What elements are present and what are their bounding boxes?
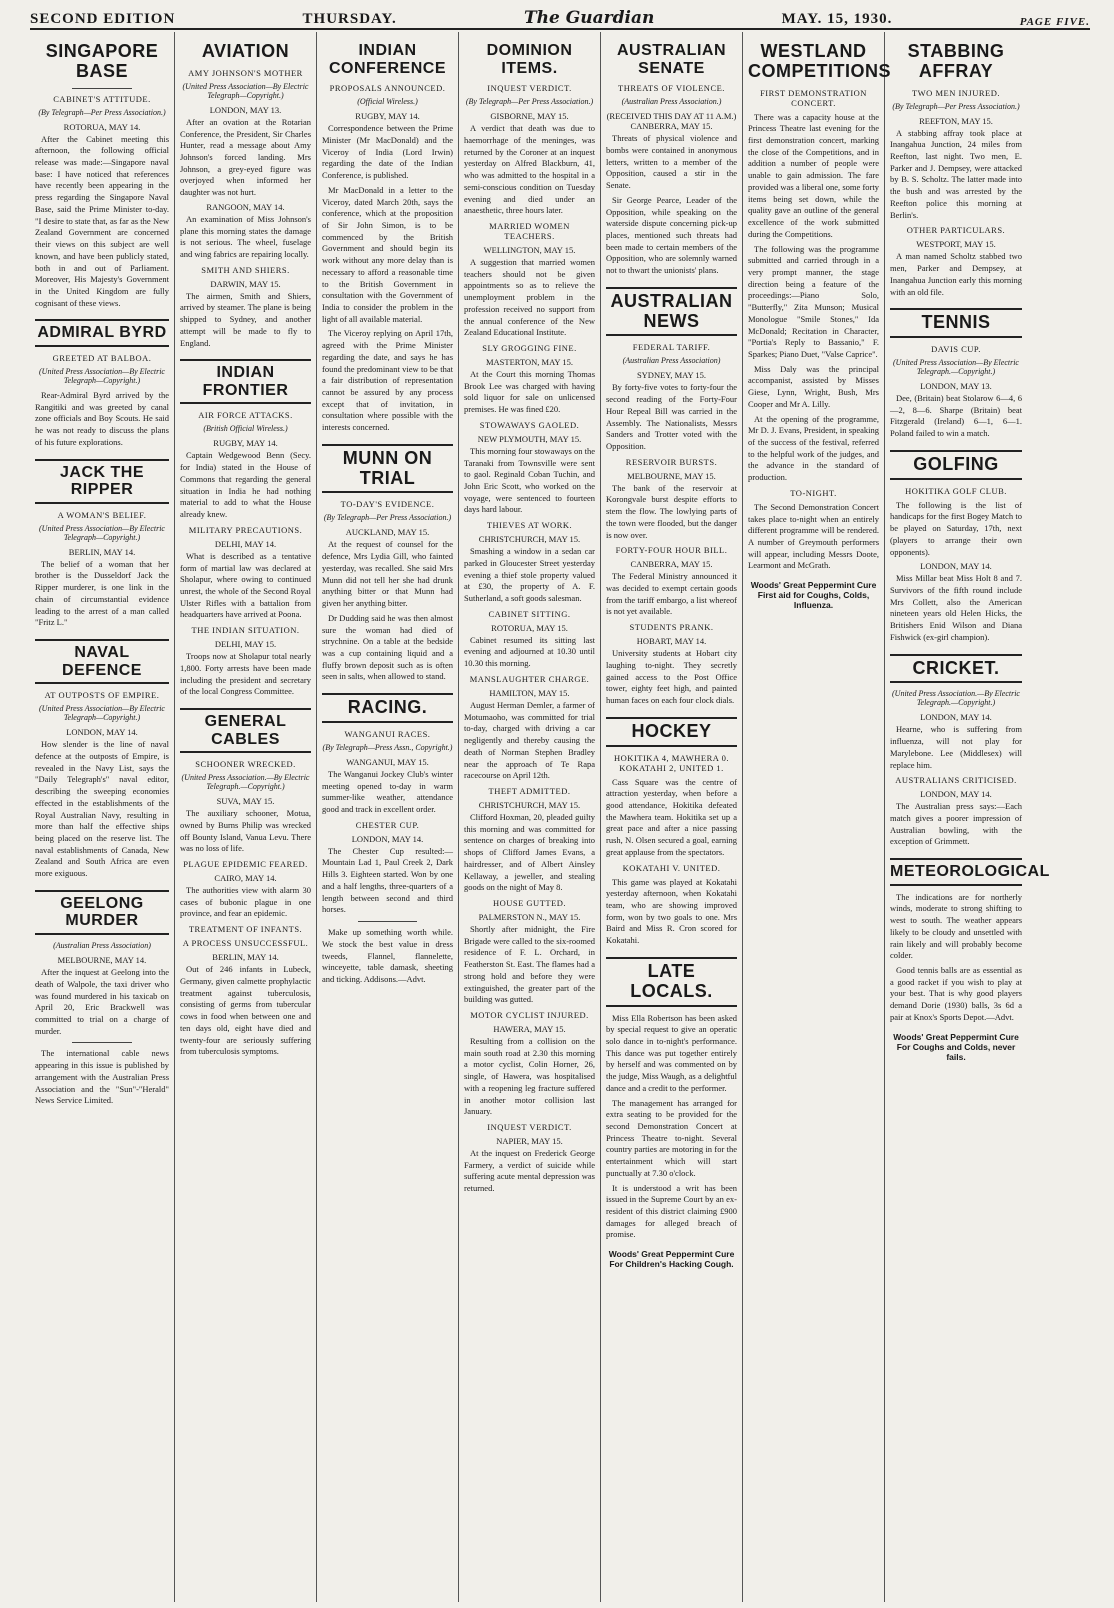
article-paragraph: Mr MacDonald in a letter to the Viceroy, dated March 20th, says the conference, which at the proposition of Sir John Simon, is to be commenced by the British Government and should begin its work without any more delay than is necessary to afford a reasonable time to the British Government in consultation with the Government of India to consider the problem in the light of all available material. bbox=[322, 184, 453, 324]
subhead: HOKITIKA GOLF CLUB. bbox=[905, 485, 1007, 496]
article-paragraph: The Federal Ministry announced it was decided to exempt certain goods from the tariff embargo, a list whereof is not yet available. bbox=[606, 571, 737, 617]
source-line: (Australian Press Association) bbox=[53, 941, 151, 951]
advertisement: Woods' Great Peppermint Cure First aid for Coughs, Colds, Influenza. bbox=[750, 580, 877, 611]
dateline: ROTORUA, MAY 15. bbox=[491, 622, 568, 633]
article-paragraph: By forty-five votes to forty-four the second reading of the Forty-Four Hour Repeal Bill was carried in the Assembly. The Nationalists, Messrs Sanders and Trotter voted with the Opposition. bbox=[606, 382, 737, 451]
headline-hockey: HOCKEY bbox=[606, 717, 737, 747]
headline-dominion-items: DOMINION ITEMS. bbox=[486, 42, 573, 77]
article-paragraph: The following was the programme submitted and carried through in a very prompt manner, the stage direction being a feature of the proceedings:—Piano Solo, "Butterfly," Zita Munson; Musical Monologue "Smile Stones," Ida McDonald; Recitation in Character, "Portia's Reply to Bassanio," F. Sparkes; Piano Duet, "Valse Caprice". bbox=[748, 243, 879, 359]
subhead: MARRIED WOMEN TEACHERS. bbox=[489, 220, 570, 241]
headline-singapore-base: SINGAPORE BASE bbox=[45, 41, 159, 81]
source-line: (United Press Association—By Electric Telegraph—Copyright.) bbox=[39, 704, 165, 723]
headline-tennis: TENNIS bbox=[890, 308, 1022, 338]
article-paragraph: Miss Daly was the principal accompanist, assisted by Misses Giese, Lynn, Wright, Bush, Mrs Cooper and Mr A. Lilly. bbox=[748, 363, 879, 409]
article-paragraph: University students at Hobart city laughing to-night. They secretly gained access to the Post Office tower, eighty feet high, and painted human faces on each four clock dials. bbox=[606, 648, 737, 706]
subhead: AIR FORCE ATTACKS. bbox=[198, 410, 293, 421]
article-paragraph: Dee, (Britain) beat Stolarow 6—4, 6—2, 8—6. Sharpe (Britain) beat Fitzgerald (Ireland) 6—1, 6—1. Poland failed to win a match. bbox=[890, 393, 1022, 439]
subhead: SCHOONER WRECKED. bbox=[195, 759, 296, 770]
headline-geelong-murder: GEELONG MURDER bbox=[35, 890, 169, 935]
article-paragraph: An examination of Miss Johnson's plane this morning states the damage is not serious. The wheel, fuselage and wing fabrics are repairing locally. bbox=[180, 213, 311, 259]
article-paragraph: Correspondence between the Prime Minister (Mr MacDonald) and the Viceroy of India (Lord Irwin) regarding the date of the Indian Conference, is published. bbox=[322, 123, 453, 181]
divider bbox=[72, 88, 132, 89]
dateline: BERLIN, MAY 14. bbox=[68, 546, 136, 557]
advertisement: Good tennis balls are as essential as a good racket if you wish to play at your best. That is why good players demand Dorie (1930) balls, 3s 6d a pair at Knox's Sports Depot.—Advt. bbox=[890, 965, 1022, 1022]
source-line: (United Press Association.—By Electric Telegraph.—Copyright.) bbox=[181, 773, 310, 792]
article-paragraph: A man named Scholtz stabbed two men, Parker and Dempsey, at Inangahua Junction early this morning with an old file. bbox=[890, 251, 1022, 297]
dateline: WESTPORT, MAY 15. bbox=[916, 239, 996, 250]
dateline: CHRISTCHURCH, MAY 15. bbox=[478, 534, 581, 545]
edition-label: SECOND EDITION bbox=[30, 11, 176, 27]
dateline: HAMILTON, MAY 15. bbox=[489, 687, 570, 698]
dateline: (RECEIVED THIS DAY AT 11 A.M.) CANBERRA, MAY 15. bbox=[606, 111, 737, 132]
dateline: GISBORNE, MAY 15. bbox=[490, 111, 569, 122]
article-paragraph: The authorities view with alarm 30 cases of bubonic plague in one province, and fear an epidemic. bbox=[180, 885, 311, 919]
article-paragraph: Dr Dudding said he was then almost sure the woman had died of strychnine. On a table at the bedside was a cup containing liquid and a fluffy brown deposit such as is often seen in salts, when allowed to stand. bbox=[322, 612, 453, 682]
dateline: WELLINGTON, MAY 15. bbox=[483, 244, 576, 255]
subhead: MILITARY PRECAUTIONS. bbox=[188, 524, 303, 535]
date-label: MAY. 15, 1930. bbox=[781, 11, 893, 27]
subhead: STUDENTS PRANK. bbox=[629, 622, 714, 633]
subhead: INQUEST VERDICT. bbox=[487, 83, 572, 94]
subhead: RESERVOIR BURSTS. bbox=[625, 456, 718, 467]
article-paragraph: The auxiliary schooner, Motua, owned by Burns Philip was wrecked off Bounty Island, Vanua Levu. There was no loss of life. bbox=[180, 808, 311, 854]
subhead: THE INDIAN SITUATION. bbox=[191, 625, 300, 636]
article-paragraph: Hearne, who is suffering from influenza, will not play for Marylebone. Lee (Middlesex) will replace him. bbox=[890, 724, 1022, 770]
subhead: TWO MEN INJURED. bbox=[911, 87, 1001, 98]
divider bbox=[358, 921, 417, 922]
subhead: AMY JOHNSON'S MOTHER bbox=[188, 67, 303, 78]
dateline: HOBART, MAY 14. bbox=[636, 636, 707, 647]
subhead: TO-DAY'S EVIDENCE. bbox=[340, 499, 435, 510]
article-paragraph: Miss Ella Robertson has been asked by special request to give an operatic solo dance in to-night's performance. This dance was put together entirely by herself and was commented on by the judge, Miss Waugh, as a delightful dance and a credit to the performer. bbox=[606, 1012, 737, 1093]
article-paragraph: A stabbing affray took place at Inangahua Junction, 24 miles from Reefton, last night. Two men, E. Parker and J. Dempsey, were attacked by B. S. Scholtz. The latter made into the bush and was arrested by the Reefton police this morning at Berlin's. bbox=[890, 127, 1022, 220]
article-paragraph: Troops now at Sholapur total nearly 1,800. Forty arrests have been made including the president and secretary of the local Congress Committee. bbox=[180, 651, 311, 697]
article-paragraph: The Australian press says:—Each match gives a poorer impression of Australian bowling, with the exception of Grimmett. bbox=[890, 801, 1022, 847]
article-paragraph: Sir George Pearce, Leader of the Opposition, while speaking on the waterside dispute concerning pick-up places, mentioned such threats had been made to certain members of the Opposition, who are solemnly warned not to thwart the unionists' plans. bbox=[606, 194, 737, 276]
article-paragraph: Smashing a window in a sedan car parked in Gloucester Street yesterday evening a thief stole property valued at £30, the property of A. F. Sutherland, a soft goods salesman. bbox=[464, 546, 595, 604]
article-paragraph: After an ovation at the Rotarian Conference, the President, Sir Charles Hunter, read a message about Amy Johnson's forced landing. Mrs Johnson, a grey-eyed figure was overjoyed when informed her daughter was not hurt. bbox=[180, 116, 311, 198]
source-line: (United Press Association.—By Electric Telegraph.—Copyright.) bbox=[892, 689, 1020, 708]
dateline: AUCKLAND, MAY 15. bbox=[345, 527, 430, 538]
article-paragraph: Out of 246 infants in Lubeck, Germany, given calmette prophylactic treatment against tuberculosis, consisting of germs from tubercular cows in food when between one and ten days old, eight have died and twenty-four are seriously suffering from tuberculosis symptoms. bbox=[180, 964, 311, 1057]
subhead: INQUEST VERDICT. bbox=[487, 1122, 572, 1133]
dateline: DELHI, MAY 15. bbox=[214, 639, 277, 650]
dateline: MELBOURNE, MAY 14. bbox=[57, 955, 147, 966]
column-7 bbox=[885, 32, 1050, 1602]
article-paragraph: How slender is the line of naval defence at the outposts of Empire, is revealed in the Navy List, says the "Daily Telegraph's" naval editor, describing the sweeping economies effected in the establishments of the Royal Australian Navy, resulting in more than half the effective ships being placed on the reserve list. The naval establishments of Canada, New Zealand and South Africa are even more exiguous. bbox=[35, 739, 169, 879]
article-paragraph: The Viceroy replying on April 17th, agreed with the Prime Minister regarding the date, and says he has found the predominant view to be that a fair distribution of representation cannot be assured by any process except that of invitation, in consultation where possible with the interests concerned. bbox=[322, 328, 453, 433]
article-paragraph: Clifford Hoxman, 20, pleaded guilty this morning and was committed for sentence on charges of breaking into shops of Clifford James Evans, a hairdresser, and of Albert Ainsley Kellaway, a jeweller, and stealing goods on the night of May 8. bbox=[464, 811, 595, 893]
article-paragraph: Rear-Admiral Byrd arrived by the Rangitiki and was greeted by canal zone officials and Boy Scouts. He said he was not ready to discuss the plans of his future explorations. bbox=[35, 389, 169, 447]
subhead: THEFT ADMITTED. bbox=[488, 785, 571, 796]
dateline: LONDON, MAY 14. bbox=[66, 727, 138, 738]
column-5 bbox=[601, 32, 743, 1602]
source-line: (By Telegraph—Per Press Association.) bbox=[38, 107, 166, 117]
subhead: KOKATAHI V. UNITED. bbox=[622, 862, 721, 873]
headline-aviation: AVIATION bbox=[201, 41, 290, 61]
article-paragraph: After the Cabinet meeting this afternoon, the following official release was made:—Singapore naval base: I have noticed that references have recently been appearing in the press regarding the Singapore Naval Base, said the Prime Minister to-day. "I desire to state that, as far as the New Zealand Government are concerned their views on this subject are well known, and have been publicly stated, both in and out of Parliament. Moreover, His Majesty's Government in the United Kingdom are fully cognisant of these views. bbox=[35, 133, 169, 308]
source-line: (Official Wireless.) bbox=[357, 97, 418, 107]
article-paragraph: There was a capacity house at the Princess Theatre last evening for the first demonstration concert, marking the close of the Competitions, and in addition a number of people were unable to gain admission. The fare provided was a liberal one, some forty items being set down, while the quality gave an outline of the general excellence of the work submitted during the Competitions. bbox=[748, 111, 879, 239]
subhead: THREATS OF VIOLENCE. bbox=[618, 83, 725, 94]
subhead: HOKITIKA 4, MAWHERA 0. KOKATAHI 2, UNITED 1. bbox=[614, 752, 729, 773]
subhead: STOWAWAYS GAOLED. bbox=[479, 419, 580, 430]
headline-racing: RACING. bbox=[322, 693, 453, 723]
dateline: CHRISTCHURCH, MAY 15. bbox=[478, 799, 581, 810]
source-line: (United Press Association—By Electric Telegraph.—Copyright.) bbox=[893, 358, 1019, 377]
subhead: HOUSE GUTTED. bbox=[492, 897, 567, 908]
subhead: A PROCESS UNSUCCESSFUL. bbox=[182, 938, 309, 949]
article-paragraph: After the inquest at Geelong into the death of Walpole, the taxi driver who was found murdered in his taxicab on April 20, Eric Brackwell was committed to trial on a charge of murder. bbox=[35, 967, 169, 1036]
subhead: FEDERAL TARIFF. bbox=[632, 342, 711, 353]
dateline: LONDON, MAY 14. bbox=[920, 561, 992, 572]
article-paragraph: The bank of the reservoir at Korongvale burst despite efforts to stem the flow. The lowlying parts of the town were flooded, but the danger is now over. bbox=[606, 482, 737, 540]
article-paragraph: At the inquest on Frederick George Farmery, a verdict of suicide while suffering acute mental depression was returned. bbox=[464, 1148, 595, 1194]
subhead: AUSTRALIANS CRITICISED. bbox=[895, 775, 1017, 786]
subhead: AT OUTPOSTS OF EMPIRE. bbox=[44, 690, 160, 701]
dateline: LONDON, MAY 14. bbox=[920, 712, 992, 723]
headline-admiral-byrd: ADMIRAL BYRD bbox=[35, 319, 169, 347]
subhead: TREATMENT OF INFANTS. bbox=[188, 924, 303, 935]
dateline: NAPIER, MAY 15. bbox=[496, 1136, 563, 1147]
dateline: NEW PLYMOUTH, MAY 15. bbox=[477, 433, 582, 444]
subhead: FIRST DEMONSTRATION CONCERT. bbox=[760, 87, 867, 108]
source-line: (By Telegraph—Press Assn., Copyright.) bbox=[322, 742, 453, 752]
headline-jack-the-ripper: JACK THE RIPPER bbox=[35, 459, 169, 504]
subhead: GREETED AT BALBOA. bbox=[52, 352, 152, 363]
dateline: DELHI, MAY 14. bbox=[214, 538, 277, 549]
divider bbox=[72, 1042, 132, 1043]
subhead: THIEVES AT WORK. bbox=[486, 520, 573, 531]
dateline: REEFTON, MAY 15. bbox=[919, 115, 993, 126]
subhead: CHESTER CUP. bbox=[355, 819, 420, 830]
column-4 bbox=[459, 32, 601, 1602]
subhead: PLAGUE EPIDEMIC FEARED. bbox=[183, 859, 308, 870]
source-line: (By Telegraph—Per Press Association.) bbox=[465, 97, 594, 107]
column-1 bbox=[30, 32, 175, 1602]
subhead: OTHER PARTICULARS. bbox=[906, 225, 1006, 236]
advertisement: Make up something worth while. We stock the best value in dress tweeds, Flannel, flannelette, winceyette, table damask, sheeting and ticking. Addisons.—Advt. bbox=[322, 927, 453, 984]
headline-indian-conference: INDIAN CONFERENCE bbox=[328, 42, 446, 77]
headline-naval-defence: NAVAL DEFENCE bbox=[35, 639, 169, 684]
dateline: MASTERTON, MAY 15. bbox=[485, 356, 574, 367]
subhead: MANSLAUGHTER CHARGE. bbox=[469, 673, 590, 684]
columns bbox=[30, 32, 1094, 1602]
article-paragraph: Cabinet resumed its sitting last evening and adjourned at 10.30 until 10.30 this morning. bbox=[464, 634, 595, 669]
dateline: PALMERSTON N., MAY 15. bbox=[478, 911, 581, 922]
column-6 bbox=[743, 32, 892, 1602]
headline-golfing: GOLFING bbox=[890, 450, 1022, 480]
dateline: WANGANUI, MAY 15. bbox=[346, 756, 429, 767]
source-line: (United Press Association—By Electric Telegraph—Copyright.) bbox=[182, 81, 309, 100]
advertisement: Woods' Great Peppermint Cure For Children's Hacking Cough. bbox=[608, 1249, 735, 1270]
source-line: (United Press Association—By Electric Telegraph—Copyright.) bbox=[39, 366, 165, 385]
article-paragraph: What is described as a tentative form of martial law was declared at Sholapur, where owing to continued unrest, the whole of the Second Royal Ulster Rifles with a battalion from headquarters have arrived at Poona. bbox=[180, 550, 311, 620]
subhead: A WOMAN'S BELIEF. bbox=[57, 509, 147, 520]
headline-munn-on-trial: MUNN ON TRIAL bbox=[322, 444, 453, 494]
dateline: RANGOON, MAY 14. bbox=[206, 201, 285, 212]
article-paragraph: Shortly after midnight, the Fire Brigade were called to the six-roomed residence of F. L. Orchard, in Featherston St. East. The flames had a strong hold and before they were extinguished, the greater part of the building was gutted. bbox=[464, 923, 595, 1005]
article-paragraph: A suggestion that married women teachers should not be given appointments so as to relieve the unemployment problem in the profession received no support from the annual conference of the New Zealand Educational Institute. bbox=[464, 256, 595, 338]
article-paragraph: A verdict that death was due to haemorrhage of the meninges, was returned by the Coroner at an inquest yesterday on Alfred Blackburn, 41, who was admitted to the hospital in a semi-conscious condition on Tuesday evening and died under an anaesthetic, three hours later. bbox=[464, 123, 595, 216]
dateline: LONDON, MAY 13. bbox=[920, 381, 992, 392]
article-paragraph: The Chester Cup resulted:—Mountain Lad 1, Paul Creek 2, Dark Hills 3. Eighteen started. Won by one and a half lengths, three-quarters of a length between second and third horses. bbox=[322, 845, 453, 915]
subhead: DAVIS CUP. bbox=[931, 344, 981, 355]
column-2 bbox=[175, 32, 317, 1602]
dateline: CANBERRA, MAY 15. bbox=[630, 559, 713, 570]
article-paragraph: August Herman Demler, a farmer of Motumaoho, was committed for trial to-day, charged with driving a car negligently and thereby causing the death of Norman Stephen Bradley near the approach of Te Rapa racecourse on April 12th. bbox=[464, 699, 595, 781]
article-paragraph: Threats of physical violence and bombs were contained in anonymous letters, written to a member of the Opposition, caused a stir in the Senate. bbox=[606, 133, 737, 191]
dateline: LONDON, MAY 14. bbox=[920, 789, 992, 800]
article-paragraph: The following is the list of handicaps for the first Bogey Match to be played on Saturday, 17th, next (players to arrange their own opponents). bbox=[890, 499, 1022, 557]
dateline: MELBOURNE, MAY 15. bbox=[627, 470, 716, 481]
article-paragraph: Resulting from a collision on the main south road at 2.30 this morning a motor cyclist, Colin Horner, 26, single, of Hawera, was hospitalised with a reopening leg fracture suffered in another motor collision last January. bbox=[464, 1036, 595, 1117]
headline-cricket: CRICKET. bbox=[890, 654, 1022, 684]
source-line: (British Official Wireless.) bbox=[203, 424, 288, 434]
dateline: RUGBY, MAY 14. bbox=[213, 438, 278, 449]
source-line: (By Telegraph—Per Press Association.) bbox=[323, 513, 452, 523]
article-paragraph: The management has arranged for extra seating to be provided for the second Demonstration Concert at Princess Theatre to-night. Several country parties are motoring in for the entertainment which will start punctually at 7.30 o'clock. bbox=[606, 1097, 737, 1178]
article-paragraph: This game was played at Kokatahi yesterday afternoon, when Kokatahi team, who are showing improved form, won by two goals to one. Mrs Baird and Miss R. Cron scored for Kokatahi. bbox=[606, 876, 737, 946]
subhead: WANGANUI RACES. bbox=[344, 728, 431, 739]
day-label: THURSDAY. bbox=[302, 11, 397, 27]
advertisement: Woods' Great Peppermint Cure For Coughs and Colds, never fails. bbox=[893, 1031, 1019, 1062]
article-paragraph: The Wanganui Jockey Club's winter meeting opened to-day in warm summer-like weather, attendance good and track in excellent order. bbox=[322, 768, 453, 815]
subhead: SMITH AND SHIERS. bbox=[201, 264, 290, 275]
source-line: (Australian Press Association.) bbox=[621, 97, 722, 107]
page-label: PAGE FIVE. bbox=[1019, 16, 1090, 28]
source-line: (United Press Association—By Electric Telegraph—Copyright.) bbox=[39, 523, 165, 542]
subhead: CABINET SITTING. bbox=[488, 608, 571, 619]
article-paragraph: Cass Square was the centre of attraction yesterday, when before a good attendance, Hokitika defeated the Mawhera team. Hokitika set up a great pace and after a nice passing rush, N. Olsen secured a goal, earning great applause from the spectators. bbox=[606, 776, 737, 857]
article-paragraph: It is understood a writ has been issued in the Supreme Court by an ex-resident of this district claiming £900 damages for alleged breach of promise. bbox=[606, 1182, 737, 1240]
dateline: DARWIN, MAY 15. bbox=[210, 278, 281, 289]
subhead: FORTY-FOUR HOUR BILL. bbox=[615, 545, 728, 556]
headline-australian-news: AUSTRALIAN NEWS bbox=[606, 287, 737, 337]
subhead: PROPOSALS ANNOUNCED. bbox=[329, 83, 446, 94]
article-paragraph: The indications are for northerly winds, moderate to strong shifting to west to south. The weather appears likely to be cloudy and unsettled with rain likely and will probably become colder. bbox=[890, 891, 1022, 961]
article-paragraph: The belief of a woman that her brother is the Dusseldorf Jack the Ripper murderer, is one link in the chain of circumstantial evidence leading to the arrest of a man called "Fritz L." bbox=[35, 558, 169, 628]
dateline: RUGBY, MAY 14. bbox=[355, 111, 420, 122]
dateline: HAWERA, MAY 15. bbox=[493, 1024, 566, 1034]
dateline: LONDON, MAY 13. bbox=[209, 104, 282, 115]
article-paragraph: Captain Wedgewood Benn (Secy. for India) stated in the House of Commons that regarding the general situation in India he had nothing material to add to what the House already knew. bbox=[180, 450, 311, 520]
source-line: (By Telegraph—Per Press Association.) bbox=[892, 101, 1020, 111]
subhead: SLY GROGGING FINE. bbox=[482, 342, 577, 353]
dateline: BERLIN, MAY 14. bbox=[212, 952, 279, 963]
article-paragraph: At the Court this morning Thomas Brook Lee was charged with having sold liquor for sale on unlicensed premises. He was fined £20. bbox=[464, 368, 595, 415]
dateline: SUVA, MAY 15. bbox=[216, 796, 275, 807]
source-line: (Australian Press Association) bbox=[622, 356, 721, 366]
column-3 bbox=[317, 32, 459, 1602]
subhead: TO-NIGHT. bbox=[790, 487, 837, 498]
masthead bbox=[30, 6, 1090, 30]
headline-indian-frontier: INDIAN FRONTIER bbox=[180, 359, 311, 404]
subhead: MOTOR CYCLIST INJURED. bbox=[470, 1010, 589, 1020]
cable-news-notice: The international cable news appearing in this issue is published by arrangement with the Australian Press Association and the "Sun"-"Herald" News Service Limited. bbox=[35, 1048, 169, 1106]
article-paragraph: The airmen, Smith and Shiers, arrived by steamer. The plane is being shipped to Sydney, and another attempt will be made to fly to England. bbox=[180, 290, 311, 348]
dateline: ROTORUA, MAY 14. bbox=[63, 121, 141, 132]
dateline: LONDON, MAY 14. bbox=[351, 833, 424, 844]
article-paragraph: At the request of counsel for the defence, Mrs Lydia Gill, who fainted yesterday, was recalled. She said Mrs Munn did not tell her she had drunk anything bitter or that Munn had given her anything bitter. bbox=[322, 539, 453, 609]
headline-meteorological: METEOROLOGICAL bbox=[890, 858, 1022, 886]
subhead: CABINET'S ATTITUDE. bbox=[53, 93, 151, 104]
dateline: SYDNEY, MAY 15. bbox=[636, 370, 707, 381]
headline-late-locals: LATE LOCALS. bbox=[606, 957, 737, 1007]
dateline: CAIRO, MAY 14. bbox=[214, 873, 277, 884]
headline-stabbing-affray: STABBING AFFRAY bbox=[907, 41, 1005, 81]
article-paragraph: At the opening of the programme, Mr D. J. Evans, President, in speaking of the success of the festival, referred to the helpful work of the judges, and the advance in the standard of production. bbox=[748, 413, 879, 483]
newspaper-title: The Guardian bbox=[524, 8, 655, 28]
headline-general-cables: GENERAL CABLES bbox=[180, 708, 311, 753]
article-paragraph: This morning four stowaways on the Taranaki from Townsville were sent to gaol. Reginald Coban Tuchin, and John Eric Scott, who worked on the voyage, were sentenced to fourteen days hard labour. bbox=[464, 445, 595, 515]
article-paragraph: The Second Demonstration Concert takes place to-night when an entirely different programme will be rendered. A number of Greymouth performers will appear, including Messrs Doote, Learmont and McGrath. bbox=[748, 501, 879, 571]
headline-westland-competitions: WESTLAND COMPETITIONS bbox=[748, 41, 892, 81]
headline-australian-senate: AUSTRALIAN SENATE bbox=[617, 42, 726, 77]
article-paragraph: Miss Millar beat Miss Holt 8 and 7. Survivors of the fifth round include Mrs Collett, also the American nineteen years old Helen Hicks, the Britishers Enid Wilson and Diana Fishwick (ex-girl champion). bbox=[890, 573, 1022, 642]
